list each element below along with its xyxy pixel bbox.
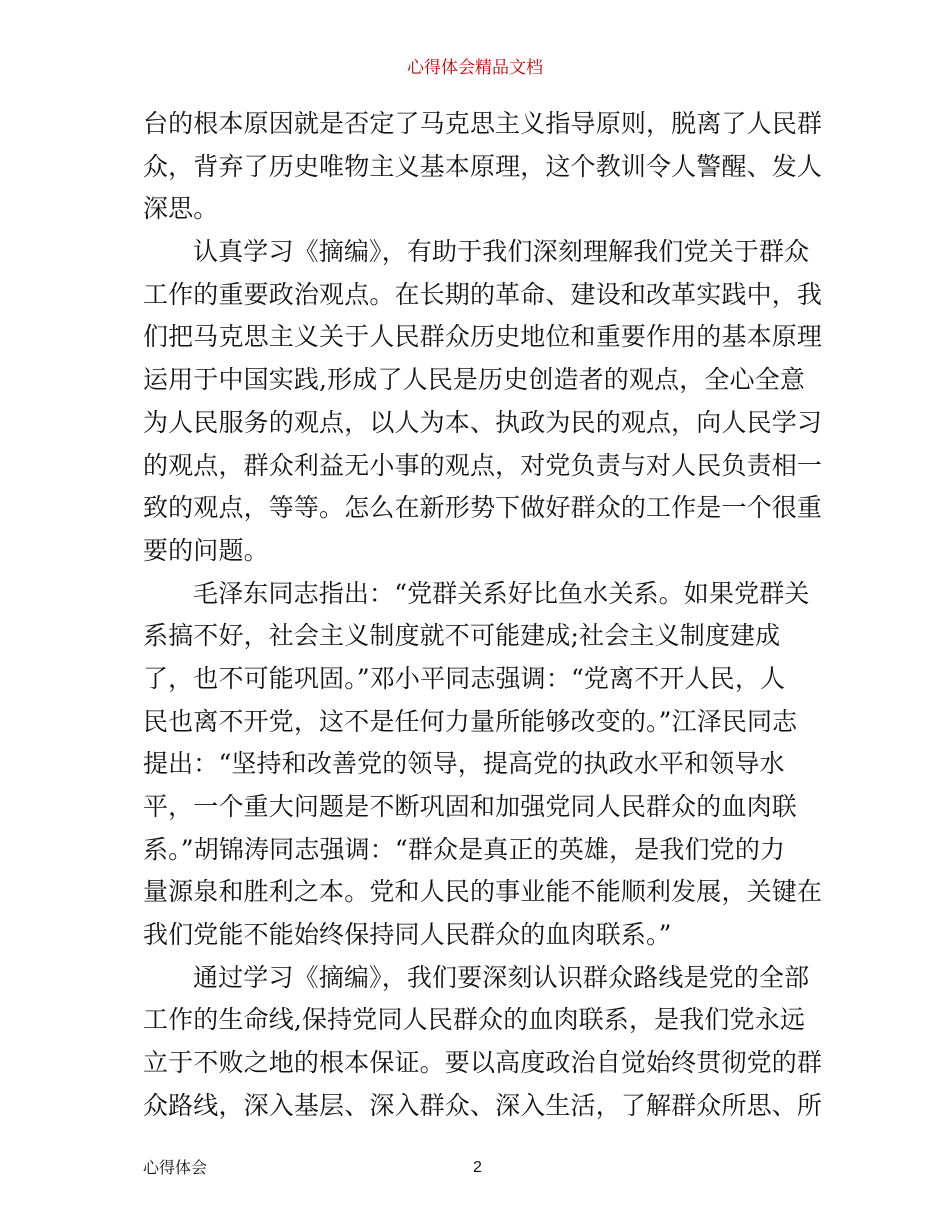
paragraph-first-line: 认真学习《摘编》，有助于我们深刻理解我们党关于群众 (193, 237, 810, 267)
text-line: 台的根本原因就是否定了马克思主义指导原则，脱离了人民群 (143, 109, 823, 138)
paragraph-first-line: 通过学习《摘编》，我们要深刻认识群众路线是党的全部 (193, 962, 810, 992)
text-line: 民也离不开党，这不是任何力量所能够改变的。”江泽民同志 (143, 706, 798, 736)
text-line: 提出：“坚持和改善党的领导，提高党的执政水平和领导水 (143, 749, 785, 779)
text-line: 致的观点，等等。怎么在新形势下做好群众的工作是一个很重 (143, 493, 823, 523)
text-line: 量源泉和胜利之本。党和人民的事业能不能顺利发展，关键在 (143, 877, 823, 907)
page-footer (143, 1157, 811, 1179)
document-body (143, 103, 823, 1128)
text-line: 了，也不可能巩固。”邓小平同志强调：“党离不开人民，人 (143, 663, 786, 693)
page-header-title: 心得体会精品文档 (407, 58, 543, 78)
text-line: 深思。 (143, 194, 219, 224)
text-line: 要的问题。 (143, 535, 269, 565)
text-line: 立于不败之地的根本保证。要以高度政治自觉始终贯彻党的群 (143, 1048, 823, 1078)
text-line: 工作的重要政治观点。在长期的革命、建设和改革实践中，我 (143, 279, 823, 309)
text-line: 众，背弃了历史唯物主义基本原理，这个教训令人警醒、发人 (143, 151, 823, 181)
text-line: 我们党能不能始终保持同人民群众的血肉联系。” (143, 920, 672, 950)
text-line: 为人民服务的观点，以人为本、执政为民的观点，向人民学习 (143, 407, 823, 437)
text-line: 工作的生命线,保持党同人民群众的血肉联系，是我们党永远 (143, 1005, 805, 1035)
text-line: 系。”胡锦涛同志强调：“群众是真正的英雄，是我们党的力 (143, 834, 786, 864)
footer-label: 心得体会 (143, 1158, 208, 1177)
text-line: 运用于中国实践,形成了人民是历史创造者的观点，全心全意 (143, 365, 805, 395)
text-line: 众路线，深入基层、深入群众、深入生活，了解群众所思、所 (143, 1090, 823, 1120)
text-line: 平，一个重大问题是不断巩固和加强党同人民群众的血肉联 (143, 792, 797, 821)
text-line: 系搞不好，社会主义制度就不可能建成;社会主义制度建成 (143, 621, 781, 651)
paragraph-first-line: 毛泽东同志指出：“党群关系好比鱼水关系。如果党群关 (193, 578, 810, 608)
text-line: 们把马克思主义关于人民群众历史地位和重要作用的基本原理 (143, 322, 823, 352)
page-number: 2 (473, 1159, 482, 1176)
text-line: 的观点，群众利益无小事的观点，对党负责与对人民负责相一 (143, 450, 823, 480)
